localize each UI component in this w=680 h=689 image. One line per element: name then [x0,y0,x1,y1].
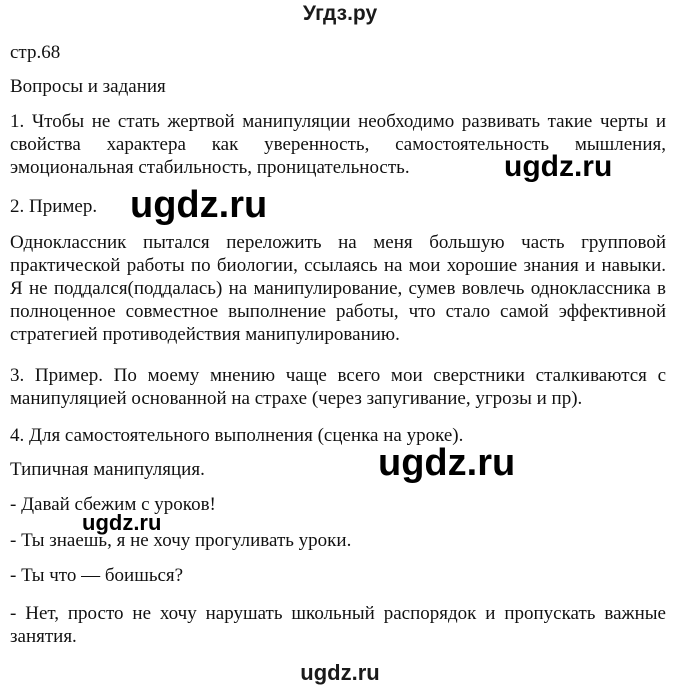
watermark: ugdz.ru [130,184,268,226]
footer-site: ugdz.ru [300,660,380,685]
watermark: ugdz.ru [378,442,516,484]
answer-2-label: 2. Пример. [10,196,98,217]
watermark: ugdz.ru [82,510,162,535]
typical-manipulation-label: Типичная манипуляция. [10,459,205,480]
watermark: ugdz.ru [504,150,613,183]
dialogue-line: - Давай сбежим с уроков! [10,494,216,515]
answer-3: 3. Пример. По моему мнению чаще всего мои сверстники сталкиваются с манипуляцией основанной на страхе (через запугивание, угрозы и пр). [10,365,666,409]
answer-1: 1. Чтобы не стать жертвой манипуляции необходимо развивать такие черты и свойства характера как уверенность, самостоятельность мышления, эмоциональная стабильность, проницательность. [10,111,666,178]
answer-2-text: Одноклассник пытался переложить на меня большую часть групповой практической работы по биологии, ссылаясь на мои хорошие знания и навыки. Я не поддался(поддалась) на манипулирование, сумев вовлечь одноклассника в полноценное совместное выполнение работы, что стало самой эффективной стратегией противодействия манипулированию. [10,232,666,345]
dialogue-line: - Ты знаешь, я не хочу прогуливать уроки. [10,530,352,551]
page-ref: стр.68 [10,42,61,63]
dialogue-line: - Нет, просто не хочу нарушать школьный распорядок и пропускать важные занятия. [10,603,666,647]
answer-4: 4. Для самостоятельного выполнения (сценка на уроке). [10,425,464,446]
section-title: Вопросы и задания [10,76,166,97]
dialogue-line: - Ты что — боишься? [10,565,184,586]
site-title: Угдз.ру [302,2,378,25]
